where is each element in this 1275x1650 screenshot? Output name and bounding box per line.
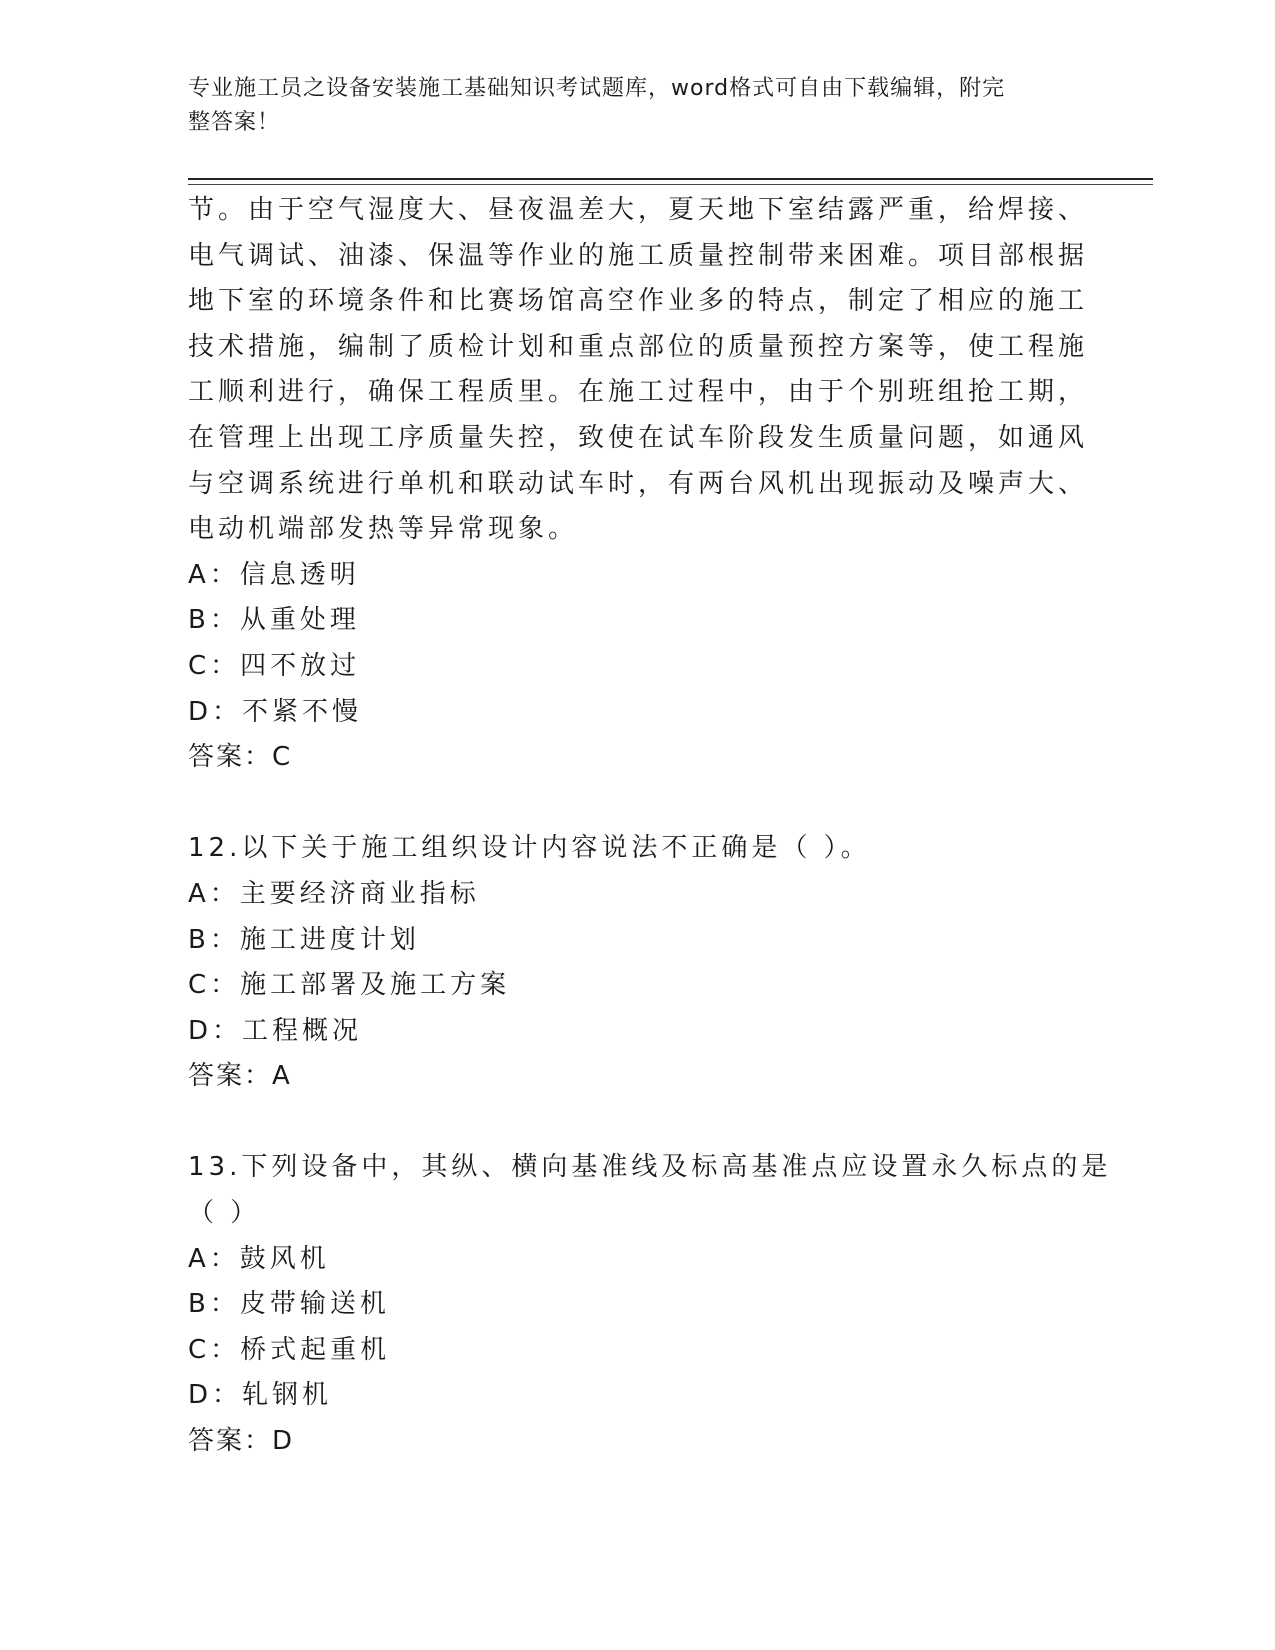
header-divider-thin — [188, 184, 1153, 185]
question-line: 技术措施，编制了质检计划和重点部位的质量预控方案等，使工程施 — [188, 331, 1089, 362]
option-d: D：轧钢机 — [188, 1380, 333, 1411]
question-line: 与空调系统进行单机和联动试车时，有两台风机出现振动及噪声大、 — [188, 468, 1089, 499]
question-11-answer: 答案：C — [188, 742, 293, 773]
spacer — [188, 781, 1088, 827]
question-line: 工顺利进行，确保工程质里。在施工过程中，由于个别班组抢工期， — [188, 377, 1089, 408]
question-line: 13.下列设备中，其纵、横向基准线及标高基准点应设置永久标点的是 — [188, 1152, 1112, 1183]
option-b: B：施工进度计划 — [188, 924, 420, 955]
option-a: A：信息透明 — [188, 559, 360, 590]
header-divider-thick — [188, 178, 1153, 180]
option-a: A：主要经济商业指标 — [188, 878, 480, 909]
question-13-options — [188, 1237, 1088, 1419]
option-c: C：施工部署及施工方案 — [188, 970, 511, 1001]
question-line: （ ） — [188, 1198, 261, 1229]
question-13-text — [188, 1145, 1112, 1236]
option-b: B：皮带输送机 — [188, 1289, 390, 1320]
option-d: D：不紧不慢 — [188, 696, 363, 727]
option-b: B：从重处理 — [188, 605, 360, 636]
question-line: 地下室的环境条件和比赛场馆高空作业多的特点，制定了相应的施工 — [188, 286, 1089, 317]
question-11-options — [188, 553, 1088, 735]
option-a: A：鼓风机 — [188, 1243, 330, 1274]
document-body — [188, 188, 1112, 1465]
option-c: C：桥式起重机 — [188, 1334, 391, 1365]
document-header — [188, 72, 1068, 140]
spacer — [188, 1100, 1088, 1146]
question-12-options — [188, 872, 1088, 1054]
question-line: 在管理上出现工序质量失控，致使在试车阶段发生质量问题，如通风 — [188, 422, 1089, 453]
question-11-text — [188, 188, 1088, 553]
option-d: D：工程概况 — [188, 1015, 363, 1046]
question-line: 电动机端部发热等异常现象。 — [188, 514, 579, 545]
question-12-answer: 答案：A — [188, 1061, 292, 1092]
question-12-text: 12.以下关于施工组织设计内容说法不正确是（ ）。 — [188, 833, 871, 864]
question-line: 节。由于空气湿度大、昼夜温差大，夏天地下室结露严重，给焊接、 — [188, 195, 1089, 225]
question-13-answer: 答案：D — [188, 1426, 295, 1457]
question-line: 电气调试、油漆、保温等作业的施工质量控制带来困难。项目部根据 — [188, 240, 1089, 271]
option-c: C：四不放过 — [188, 650, 361, 681]
header-line-2: 整答案！ — [188, 110, 281, 135]
header-line-1: 专业施工员之设备安装施工基础知识考试题库，word格式可自由下载编辑，附完 — [188, 76, 1006, 101]
